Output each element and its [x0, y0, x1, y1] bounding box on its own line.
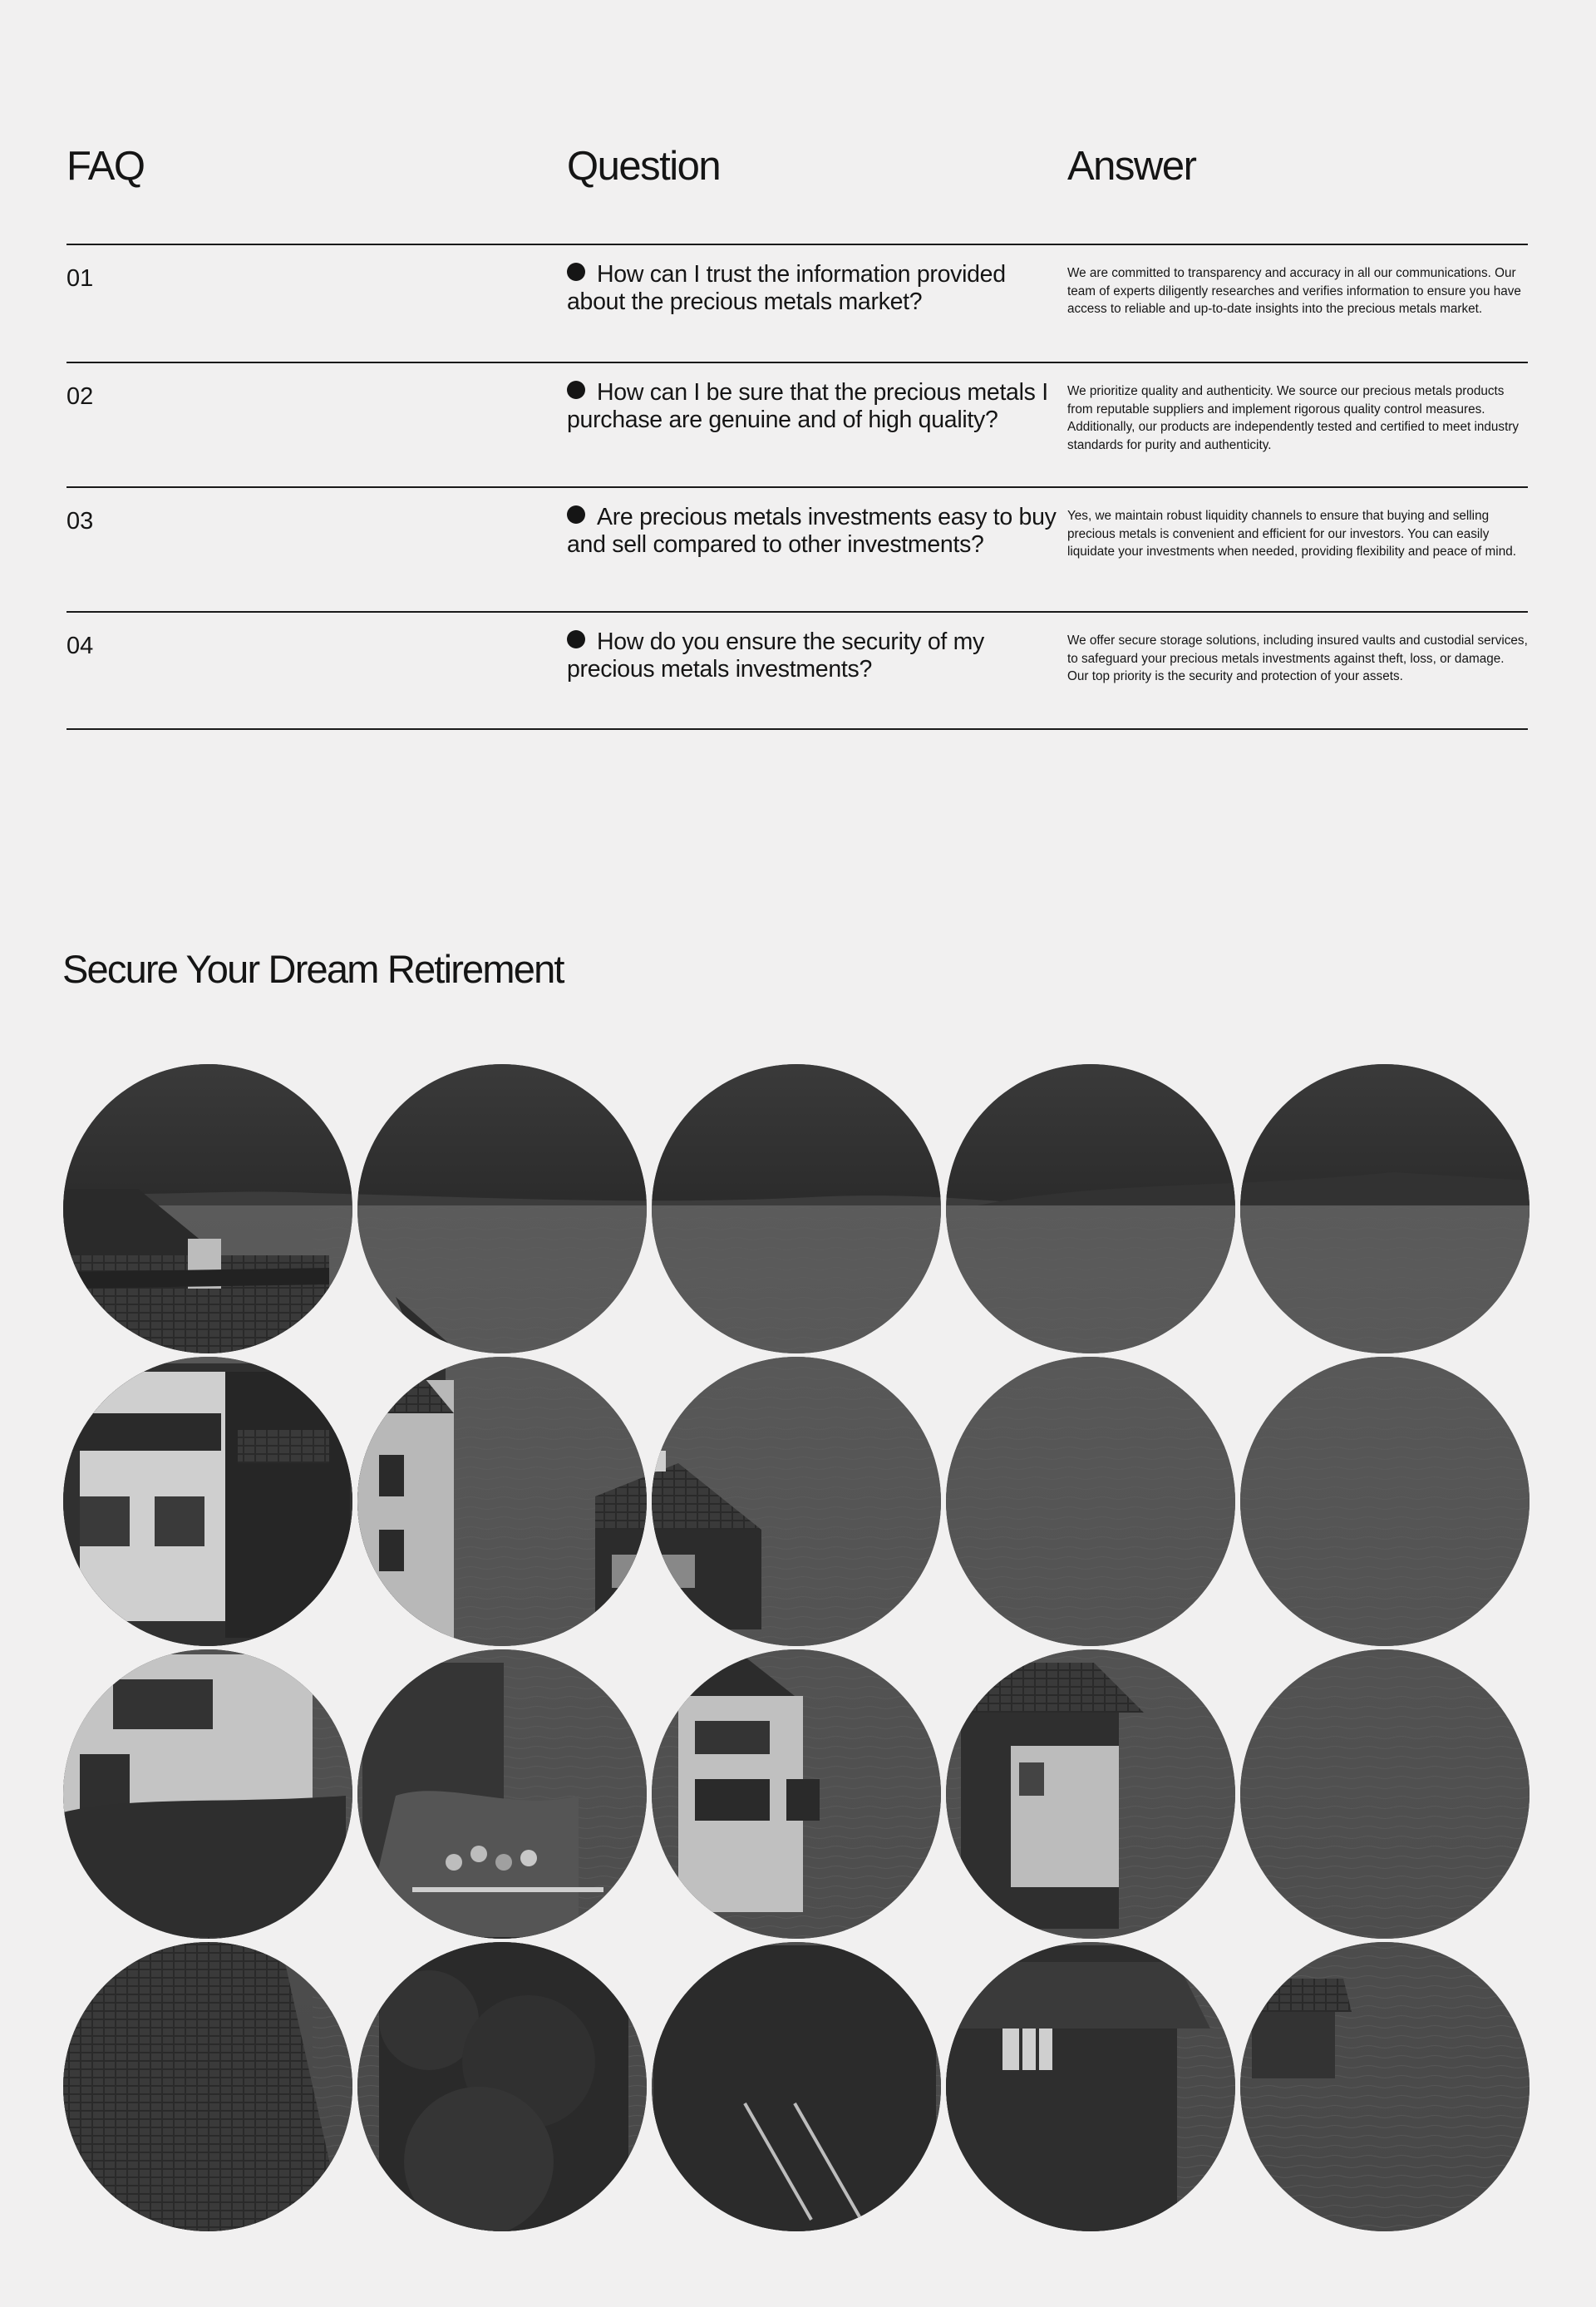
- faq-row[interactable]: [66, 613, 1528, 730]
- faq-heading: FAQ: [66, 144, 145, 189]
- faq-row[interactable]: [66, 245, 1528, 363]
- answer-heading: Answer: [1067, 144, 1196, 189]
- faq-row[interactable]: [66, 363, 1528, 488]
- faq-section: [66, 125, 1528, 730]
- faq-number: 04: [66, 633, 94, 659]
- bullet-icon: [567, 381, 585, 399]
- bullet-icon: [567, 505, 585, 524]
- faq-answer: We offer secure storage solutions, including insured vaults and custodial services, to safeguard your precious metals investments against theft, loss, or damage. Our top priority is the security and protection of your assets.: [1067, 633, 1528, 683]
- photo-mosaic: [63, 1064, 1530, 2235]
- faq-question-text: How can I be sure that the precious metals I purchase are genuine and of high quality?: [567, 379, 1048, 433]
- faq-answer: We are committed to transparency and accuracy in all our communications. Our team of experts diligently researches and verifies information to ensure you have access to reliable and up-to-date insights into the precious metals market.: [1067, 266, 1521, 316]
- faq-number: 01: [66, 265, 94, 292]
- faq-number: 02: [66, 383, 94, 410]
- faq-question[interactable]: [567, 245, 1067, 362]
- faq-header-row: [66, 125, 1528, 245]
- faq-question[interactable]: [567, 488, 1067, 611]
- question-heading: Question: [567, 144, 721, 189]
- faq-question[interactable]: [567, 363, 1067, 486]
- faq-answer: Yes, we maintain robust liquidity channels to ensure that buying and selling precious metals is convenient and efficient for our investors. You can easily liquidate your investments when needed, providing flexibility and peace of mind.: [1067, 509, 1516, 559]
- faq-number: 03: [66, 508, 94, 535]
- faq-question-text: How do you ensure the security of my precious metals investments?: [567, 629, 985, 683]
- faq-question-text: Are precious metals investments easy to buy and sell compared to other investments?: [567, 504, 1057, 558]
- photo-mosaic-artwork: [63, 1064, 1530, 2235]
- faq-question[interactable]: [567, 613, 1067, 728]
- bullet-icon: [567, 263, 585, 281]
- bullet-icon: [567, 630, 585, 648]
- retirement-title: Secure Your Dream Retirement: [62, 947, 564, 991]
- faq-row[interactable]: [66, 488, 1528, 613]
- faq-answer: We prioritize quality and authenticity. We source our precious metals products from reputable suppliers and implement rigorous quality control measures. Additionally, our products are independently tested and certified to meet industry standards for purity and authenticity.: [1067, 384, 1520, 452]
- faq-question-text: How can I trust the information provided about the precious metals market?: [567, 261, 1006, 315]
